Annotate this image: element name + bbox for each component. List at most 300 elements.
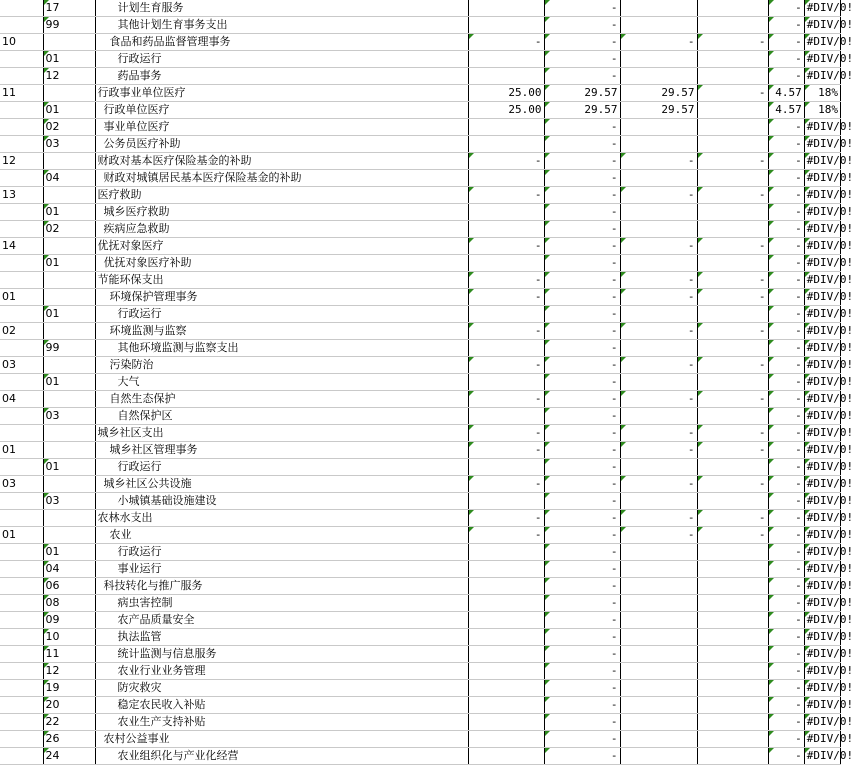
cell-value-3[interactable]: [620, 340, 697, 357]
cell-actual[interactable]: -: [544, 255, 620, 272]
cell-item-code[interactable]: 22: [43, 714, 95, 731]
cell-budget[interactable]: -: [468, 289, 544, 306]
cell-item-name[interactable]: 其他环境监测与监察支出: [95, 340, 468, 357]
cell-difference[interactable]: -: [768, 391, 804, 408]
cell-actual[interactable]: -: [544, 578, 620, 595]
cell-value-3[interactable]: [620, 170, 697, 187]
cell-difference[interactable]: -: [768, 68, 804, 85]
cell-value-4[interactable]: [697, 408, 768, 425]
cell-item-code[interactable]: [43, 272, 95, 289]
cell-actual[interactable]: -: [544, 459, 620, 476]
cell-item-name[interactable]: 执法监管: [95, 629, 468, 646]
cell-budget[interactable]: [468, 306, 544, 323]
cell-difference[interactable]: -: [768, 748, 804, 765]
cell-difference[interactable]: -: [768, 544, 804, 561]
cell-category-code[interactable]: 10: [0, 34, 43, 51]
cell-percent[interactable]: #DIV/0!: [804, 442, 840, 459]
cell-category-code[interactable]: [0, 646, 43, 663]
cell-category-code[interactable]: [0, 68, 43, 85]
cell-budget[interactable]: [468, 561, 544, 578]
cell-value-3[interactable]: [620, 68, 697, 85]
cell-difference[interactable]: -: [768, 272, 804, 289]
cell-item-name[interactable]: 行政运行: [95, 459, 468, 476]
cell-item-name[interactable]: 农村公益事业: [95, 731, 468, 748]
cell-budget[interactable]: [468, 493, 544, 510]
cell-category-code[interactable]: [0, 578, 43, 595]
cell-item-name[interactable]: 环境保护管理事务: [95, 289, 468, 306]
cell-category-code[interactable]: [0, 697, 43, 714]
cell-percent[interactable]: #DIV/0!: [804, 374, 840, 391]
cell-value-4[interactable]: -: [697, 391, 768, 408]
cell-percent[interactable]: #DIV/0!: [804, 493, 840, 510]
cell-value-4[interactable]: [697, 102, 768, 119]
cell-difference[interactable]: -: [768, 629, 804, 646]
cell-percent[interactable]: 18%: [804, 102, 840, 119]
cell-percent[interactable]: #DIV/0!: [804, 238, 840, 255]
cell-budget[interactable]: 25.00: [468, 85, 544, 102]
cell-percent[interactable]: #DIV/0!: [804, 51, 840, 68]
cell-actual[interactable]: -: [544, 544, 620, 561]
cell-value-3[interactable]: [620, 493, 697, 510]
cell-value-3[interactable]: [620, 561, 697, 578]
cell-percent[interactable]: #DIV/0!: [804, 527, 840, 544]
cell-value-4[interactable]: [697, 748, 768, 765]
cell-value-3[interactable]: [620, 408, 697, 425]
cell-item-code[interactable]: 99: [43, 340, 95, 357]
cell-item-name[interactable]: 事业运行: [95, 561, 468, 578]
cell-difference[interactable]: -: [768, 578, 804, 595]
cell-item-code[interactable]: [43, 187, 95, 204]
cell-percent[interactable]: #DIV/0!: [804, 408, 840, 425]
cell-category-code[interactable]: [0, 102, 43, 119]
cell-category-code[interactable]: 01: [0, 527, 43, 544]
cell-percent[interactable]: #DIV/0!: [804, 425, 840, 442]
cell-item-code[interactable]: 09: [43, 612, 95, 629]
cell-difference[interactable]: -: [768, 306, 804, 323]
cell-difference[interactable]: -: [768, 289, 804, 306]
cell-value-4[interactable]: -: [697, 85, 768, 102]
cell-value-4[interactable]: [697, 17, 768, 34]
cell-difference[interactable]: -: [768, 731, 804, 748]
cell-value-4[interactable]: [697, 340, 768, 357]
cell-item-name[interactable]: 行政单位医疗: [95, 102, 468, 119]
cell-value-4[interactable]: -: [697, 527, 768, 544]
cell-percent[interactable]: #DIV/0!: [804, 68, 840, 85]
cell-budget[interactable]: -: [468, 425, 544, 442]
cell-category-code[interactable]: [0, 459, 43, 476]
cell-actual[interactable]: -: [544, 0, 620, 17]
cell-value-4[interactable]: [697, 561, 768, 578]
cell-percent[interactable]: #DIV/0!: [804, 204, 840, 221]
cell-percent[interactable]: #DIV/0!: [804, 255, 840, 272]
cell-item-name[interactable]: 行政运行: [95, 544, 468, 561]
cell-value-4[interactable]: [697, 544, 768, 561]
cell-actual[interactable]: -: [544, 374, 620, 391]
cell-actual[interactable]: -: [544, 323, 620, 340]
cell-item-name[interactable]: 科技转化与推广服务: [95, 578, 468, 595]
cell-value-4[interactable]: -: [697, 272, 768, 289]
cell-actual[interactable]: -: [544, 612, 620, 629]
cell-percent[interactable]: #DIV/0!: [804, 187, 840, 204]
cell-budget[interactable]: [468, 136, 544, 153]
cell-budget[interactable]: [468, 595, 544, 612]
cell-category-code[interactable]: [0, 612, 43, 629]
cell-value-3[interactable]: [620, 629, 697, 646]
cell-value-4[interactable]: -: [697, 289, 768, 306]
cell-budget[interactable]: -: [468, 476, 544, 493]
cell-budget[interactable]: [468, 255, 544, 272]
cell-category-code[interactable]: [0, 170, 43, 187]
cell-difference[interactable]: -: [768, 527, 804, 544]
cell-value-3[interactable]: [620, 204, 697, 221]
cell-budget[interactable]: [468, 748, 544, 765]
cell-actual[interactable]: -: [544, 663, 620, 680]
cell-value-3[interactable]: -: [620, 476, 697, 493]
cell-budget[interactable]: [468, 714, 544, 731]
cell-percent[interactable]: #DIV/0!: [804, 578, 840, 595]
cell-value-4[interactable]: [697, 221, 768, 238]
cell-category-code[interactable]: [0, 425, 43, 442]
cell-difference[interactable]: -: [768, 408, 804, 425]
cell-item-name[interactable]: 防灾救灾: [95, 680, 468, 697]
cell-difference[interactable]: -: [768, 17, 804, 34]
cell-category-code[interactable]: [0, 221, 43, 238]
cell-item-code[interactable]: [43, 238, 95, 255]
cell-budget[interactable]: -: [468, 510, 544, 527]
cell-item-code[interactable]: 01: [43, 374, 95, 391]
cell-item-name[interactable]: 稳定农民收入补贴: [95, 697, 468, 714]
cell-item-code[interactable]: [43, 85, 95, 102]
cell-actual[interactable]: -: [544, 51, 620, 68]
cell-budget[interactable]: [468, 612, 544, 629]
cell-value-4[interactable]: [697, 629, 768, 646]
cell-percent[interactable]: #DIV/0!: [804, 17, 840, 34]
cell-item-code[interactable]: 02: [43, 221, 95, 238]
cell-category-code[interactable]: [0, 340, 43, 357]
cell-actual[interactable]: 29.57: [544, 85, 620, 102]
cell-budget[interactable]: [468, 68, 544, 85]
cell-item-name[interactable]: 计划生育服务: [95, 0, 468, 17]
cell-value-4[interactable]: [697, 51, 768, 68]
cell-item-code[interactable]: 24: [43, 748, 95, 765]
cell-item-code[interactable]: 01: [43, 51, 95, 68]
cell-actual[interactable]: -: [544, 629, 620, 646]
cell-percent[interactable]: #DIV/0!: [804, 357, 840, 374]
cell-value-3[interactable]: [620, 17, 697, 34]
cell-budget[interactable]: [468, 17, 544, 34]
cell-difference[interactable]: -: [768, 697, 804, 714]
cell-value-4[interactable]: [697, 255, 768, 272]
cell-value-4[interactable]: -: [697, 323, 768, 340]
cell-item-code[interactable]: 01: [43, 255, 95, 272]
cell-value-3[interactable]: [620, 136, 697, 153]
cell-item-code[interactable]: [43, 510, 95, 527]
cell-budget[interactable]: [468, 459, 544, 476]
cell-difference[interactable]: -: [768, 442, 804, 459]
cell-budget[interactable]: [468, 51, 544, 68]
cell-category-code[interactable]: 04: [0, 391, 43, 408]
cell-difference[interactable]: -: [768, 459, 804, 476]
cell-actual[interactable]: -: [544, 510, 620, 527]
cell-item-name[interactable]: 自然生态保护: [95, 391, 468, 408]
cell-difference[interactable]: -: [768, 510, 804, 527]
cell-actual[interactable]: -: [544, 714, 620, 731]
cell-category-code[interactable]: [0, 748, 43, 765]
cell-item-name[interactable]: 城乡社区管理事务: [95, 442, 468, 459]
cell-value-4[interactable]: [697, 731, 768, 748]
cell-value-3[interactable]: -: [620, 527, 697, 544]
cell-value-3[interactable]: [620, 697, 697, 714]
cell-item-name[interactable]: 食品和药品监督管理事务: [95, 34, 468, 51]
cell-value-4[interactable]: -: [697, 425, 768, 442]
cell-actual[interactable]: -: [544, 527, 620, 544]
cell-percent[interactable]: #DIV/0!: [804, 748, 840, 765]
cell-value-4[interactable]: -: [697, 476, 768, 493]
cell-value-4[interactable]: -: [697, 357, 768, 374]
cell-budget[interactable]: -: [468, 238, 544, 255]
cell-item-name[interactable]: 病虫害控制: [95, 595, 468, 612]
cell-value-4[interactable]: [697, 119, 768, 136]
cell-item-code[interactable]: 02: [43, 119, 95, 136]
cell-budget[interactable]: -: [468, 323, 544, 340]
cell-value-4[interactable]: [697, 306, 768, 323]
cell-actual[interactable]: -: [544, 748, 620, 765]
cell-value-3[interactable]: -: [620, 289, 697, 306]
cell-percent[interactable]: #DIV/0!: [804, 731, 840, 748]
cell-item-code[interactable]: 06: [43, 578, 95, 595]
cell-difference[interactable]: -: [768, 204, 804, 221]
cell-value-3[interactable]: [620, 731, 697, 748]
cell-item-name[interactable]: 优抚对象医疗补助: [95, 255, 468, 272]
cell-category-code[interactable]: 01: [0, 289, 43, 306]
cell-budget[interactable]: [468, 544, 544, 561]
cell-actual[interactable]: -: [544, 238, 620, 255]
cell-value-3[interactable]: [620, 306, 697, 323]
cell-value-3[interactable]: [620, 646, 697, 663]
cell-value-3[interactable]: [620, 612, 697, 629]
cell-item-name[interactable]: 小城镇基础设施建设: [95, 493, 468, 510]
cell-budget[interactable]: -: [468, 153, 544, 170]
cell-item-code[interactable]: 10: [43, 629, 95, 646]
cell-item-name[interactable]: 行政运行: [95, 51, 468, 68]
cell-value-3[interactable]: [620, 714, 697, 731]
cell-percent[interactable]: #DIV/0!: [804, 289, 840, 306]
cell-actual[interactable]: -: [544, 476, 620, 493]
cell-value-4[interactable]: -: [697, 34, 768, 51]
cell-percent[interactable]: #DIV/0!: [804, 153, 840, 170]
cell-value-4[interactable]: [697, 595, 768, 612]
cell-budget[interactable]: [468, 731, 544, 748]
cell-item-name[interactable]: 大气: [95, 374, 468, 391]
cell-percent[interactable]: #DIV/0!: [804, 544, 840, 561]
cell-item-code[interactable]: 19: [43, 680, 95, 697]
cell-value-3[interactable]: -: [620, 187, 697, 204]
cell-percent[interactable]: #DIV/0!: [804, 476, 840, 493]
cell-percent[interactable]: #DIV/0!: [804, 680, 840, 697]
cell-actual[interactable]: -: [544, 561, 620, 578]
cell-item-code[interactable]: 20: [43, 697, 95, 714]
cell-budget[interactable]: [468, 221, 544, 238]
cell-category-code[interactable]: [0, 204, 43, 221]
cell-item-name[interactable]: 药品事务: [95, 68, 468, 85]
cell-budget[interactable]: [468, 629, 544, 646]
cell-item-code[interactable]: [43, 357, 95, 374]
cell-item-code[interactable]: 03: [43, 136, 95, 153]
cell-percent[interactable]: #DIV/0!: [804, 459, 840, 476]
cell-item-code[interactable]: [43, 425, 95, 442]
cell-item-name[interactable]: 农业行业业务管理: [95, 663, 468, 680]
cell-value-3[interactable]: [620, 544, 697, 561]
cell-difference[interactable]: -: [768, 340, 804, 357]
cell-category-code[interactable]: 12: [0, 153, 43, 170]
cell-category-code[interactable]: [0, 17, 43, 34]
cell-value-4[interactable]: [697, 663, 768, 680]
cell-category-code[interactable]: [0, 561, 43, 578]
cell-value-3[interactable]: -: [620, 357, 697, 374]
cell-actual[interactable]: -: [544, 68, 620, 85]
cell-budget[interactable]: -: [468, 527, 544, 544]
cell-actual[interactable]: -: [544, 680, 620, 697]
cell-category-code[interactable]: [0, 272, 43, 289]
cell-item-name[interactable]: 优抚对象医疗: [95, 238, 468, 255]
cell-value-3[interactable]: [620, 51, 697, 68]
cell-difference[interactable]: -: [768, 425, 804, 442]
cell-item-name[interactable]: 农产品质量安全: [95, 612, 468, 629]
cell-actual[interactable]: -: [544, 170, 620, 187]
cell-category-code[interactable]: [0, 629, 43, 646]
cell-difference[interactable]: -: [768, 595, 804, 612]
cell-difference[interactable]: -: [768, 646, 804, 663]
cell-item-code[interactable]: 11: [43, 646, 95, 663]
cell-percent[interactable]: #DIV/0!: [804, 221, 840, 238]
cell-item-code[interactable]: 01: [43, 459, 95, 476]
cell-budget[interactable]: [468, 646, 544, 663]
cell-value-4[interactable]: -: [697, 442, 768, 459]
cell-percent[interactable]: #DIV/0!: [804, 0, 840, 17]
cell-value-4[interactable]: [697, 714, 768, 731]
cell-value-4[interactable]: -: [697, 187, 768, 204]
cell-percent[interactable]: #DIV/0!: [804, 629, 840, 646]
cell-category-code[interactable]: 01: [0, 442, 43, 459]
cell-actual[interactable]: -: [544, 340, 620, 357]
cell-difference[interactable]: -: [768, 680, 804, 697]
cell-actual[interactable]: -: [544, 272, 620, 289]
cell-value-4[interactable]: [697, 493, 768, 510]
cell-difference[interactable]: -: [768, 51, 804, 68]
cell-item-code[interactable]: 08: [43, 595, 95, 612]
cell-value-3[interactable]: [620, 0, 697, 17]
cell-actual[interactable]: 29.57: [544, 102, 620, 119]
cell-value-3[interactable]: -: [620, 34, 697, 51]
cell-value-3[interactable]: -: [620, 510, 697, 527]
cell-percent[interactable]: #DIV/0!: [804, 119, 840, 136]
cell-budget[interactable]: [468, 340, 544, 357]
cell-difference[interactable]: -: [768, 612, 804, 629]
cell-item-code[interactable]: 12: [43, 663, 95, 680]
cell-item-name[interactable]: 农业组织化与产业化经营: [95, 748, 468, 765]
cell-percent[interactable]: #DIV/0!: [804, 136, 840, 153]
cell-actual[interactable]: -: [544, 391, 620, 408]
cell-item-name[interactable]: 农业: [95, 527, 468, 544]
cell-category-code[interactable]: 03: [0, 357, 43, 374]
cell-value-3[interactable]: 29.57: [620, 85, 697, 102]
cell-item-code[interactable]: 04: [43, 561, 95, 578]
cell-budget[interactable]: -: [468, 391, 544, 408]
cell-difference[interactable]: -: [768, 0, 804, 17]
cell-item-code[interactable]: 17: [43, 0, 95, 17]
cell-item-name[interactable]: 城乡社区公共设施: [95, 476, 468, 493]
cell-difference[interactable]: -: [768, 187, 804, 204]
cell-value-4[interactable]: [697, 459, 768, 476]
cell-category-code[interactable]: 13: [0, 187, 43, 204]
cell-value-4[interactable]: [697, 170, 768, 187]
cell-value-3[interactable]: -: [620, 153, 697, 170]
cell-category-code[interactable]: [0, 408, 43, 425]
cell-value-4[interactable]: [697, 0, 768, 17]
cell-item-name[interactable]: 财政对基本医疗保险基金的补助: [95, 153, 468, 170]
cell-category-code[interactable]: [0, 0, 43, 17]
cell-item-code[interactable]: 01: [43, 204, 95, 221]
cell-category-code[interactable]: [0, 493, 43, 510]
cell-category-code[interactable]: [0, 544, 43, 561]
cell-item-code[interactable]: 04: [43, 170, 95, 187]
cell-value-3[interactable]: [620, 255, 697, 272]
cell-category-code[interactable]: [0, 680, 43, 697]
cell-item-name[interactable]: 城乡社区支出: [95, 425, 468, 442]
cell-value-3[interactable]: -: [620, 425, 697, 442]
cell-difference[interactable]: -: [768, 136, 804, 153]
cell-item-name[interactable]: 统计监测与信息服务: [95, 646, 468, 663]
cell-value-4[interactable]: [697, 578, 768, 595]
cell-actual[interactable]: -: [544, 646, 620, 663]
cell-actual[interactable]: -: [544, 731, 620, 748]
cell-percent[interactable]: #DIV/0!: [804, 595, 840, 612]
cell-actual[interactable]: -: [544, 493, 620, 510]
cell-category-code[interactable]: 14: [0, 238, 43, 255]
cell-value-4[interactable]: -: [697, 153, 768, 170]
cell-category-code[interactable]: [0, 595, 43, 612]
cell-value-4[interactable]: [697, 680, 768, 697]
cell-budget[interactable]: [468, 578, 544, 595]
cell-budget[interactable]: -: [468, 187, 544, 204]
cell-item-code[interactable]: [43, 34, 95, 51]
cell-difference[interactable]: -: [768, 663, 804, 680]
cell-value-3[interactable]: [620, 119, 697, 136]
cell-difference[interactable]: -: [768, 374, 804, 391]
cell-difference[interactable]: -: [768, 153, 804, 170]
cell-budget[interactable]: [468, 170, 544, 187]
cell-difference[interactable]: 4.57: [768, 85, 804, 102]
cell-actual[interactable]: -: [544, 34, 620, 51]
cell-category-code[interactable]: [0, 731, 43, 748]
cell-difference[interactable]: -: [768, 493, 804, 510]
cell-value-3[interactable]: -: [620, 391, 697, 408]
cell-value-4[interactable]: [697, 374, 768, 391]
cell-budget[interactable]: [468, 663, 544, 680]
cell-item-code[interactable]: [43, 527, 95, 544]
cell-budget[interactable]: [468, 697, 544, 714]
cell-percent[interactable]: #DIV/0!: [804, 561, 840, 578]
cell-item-name[interactable]: 自然保护区: [95, 408, 468, 425]
cell-actual[interactable]: -: [544, 187, 620, 204]
cell-actual[interactable]: -: [544, 697, 620, 714]
cell-budget[interactable]: [468, 374, 544, 391]
cell-item-name[interactable]: 污染防治: [95, 357, 468, 374]
cell-difference[interactable]: -: [768, 714, 804, 731]
cell-item-name[interactable]: 公务员医疗补助: [95, 136, 468, 153]
cell-budget[interactable]: -: [468, 357, 544, 374]
cell-value-4[interactable]: [697, 697, 768, 714]
